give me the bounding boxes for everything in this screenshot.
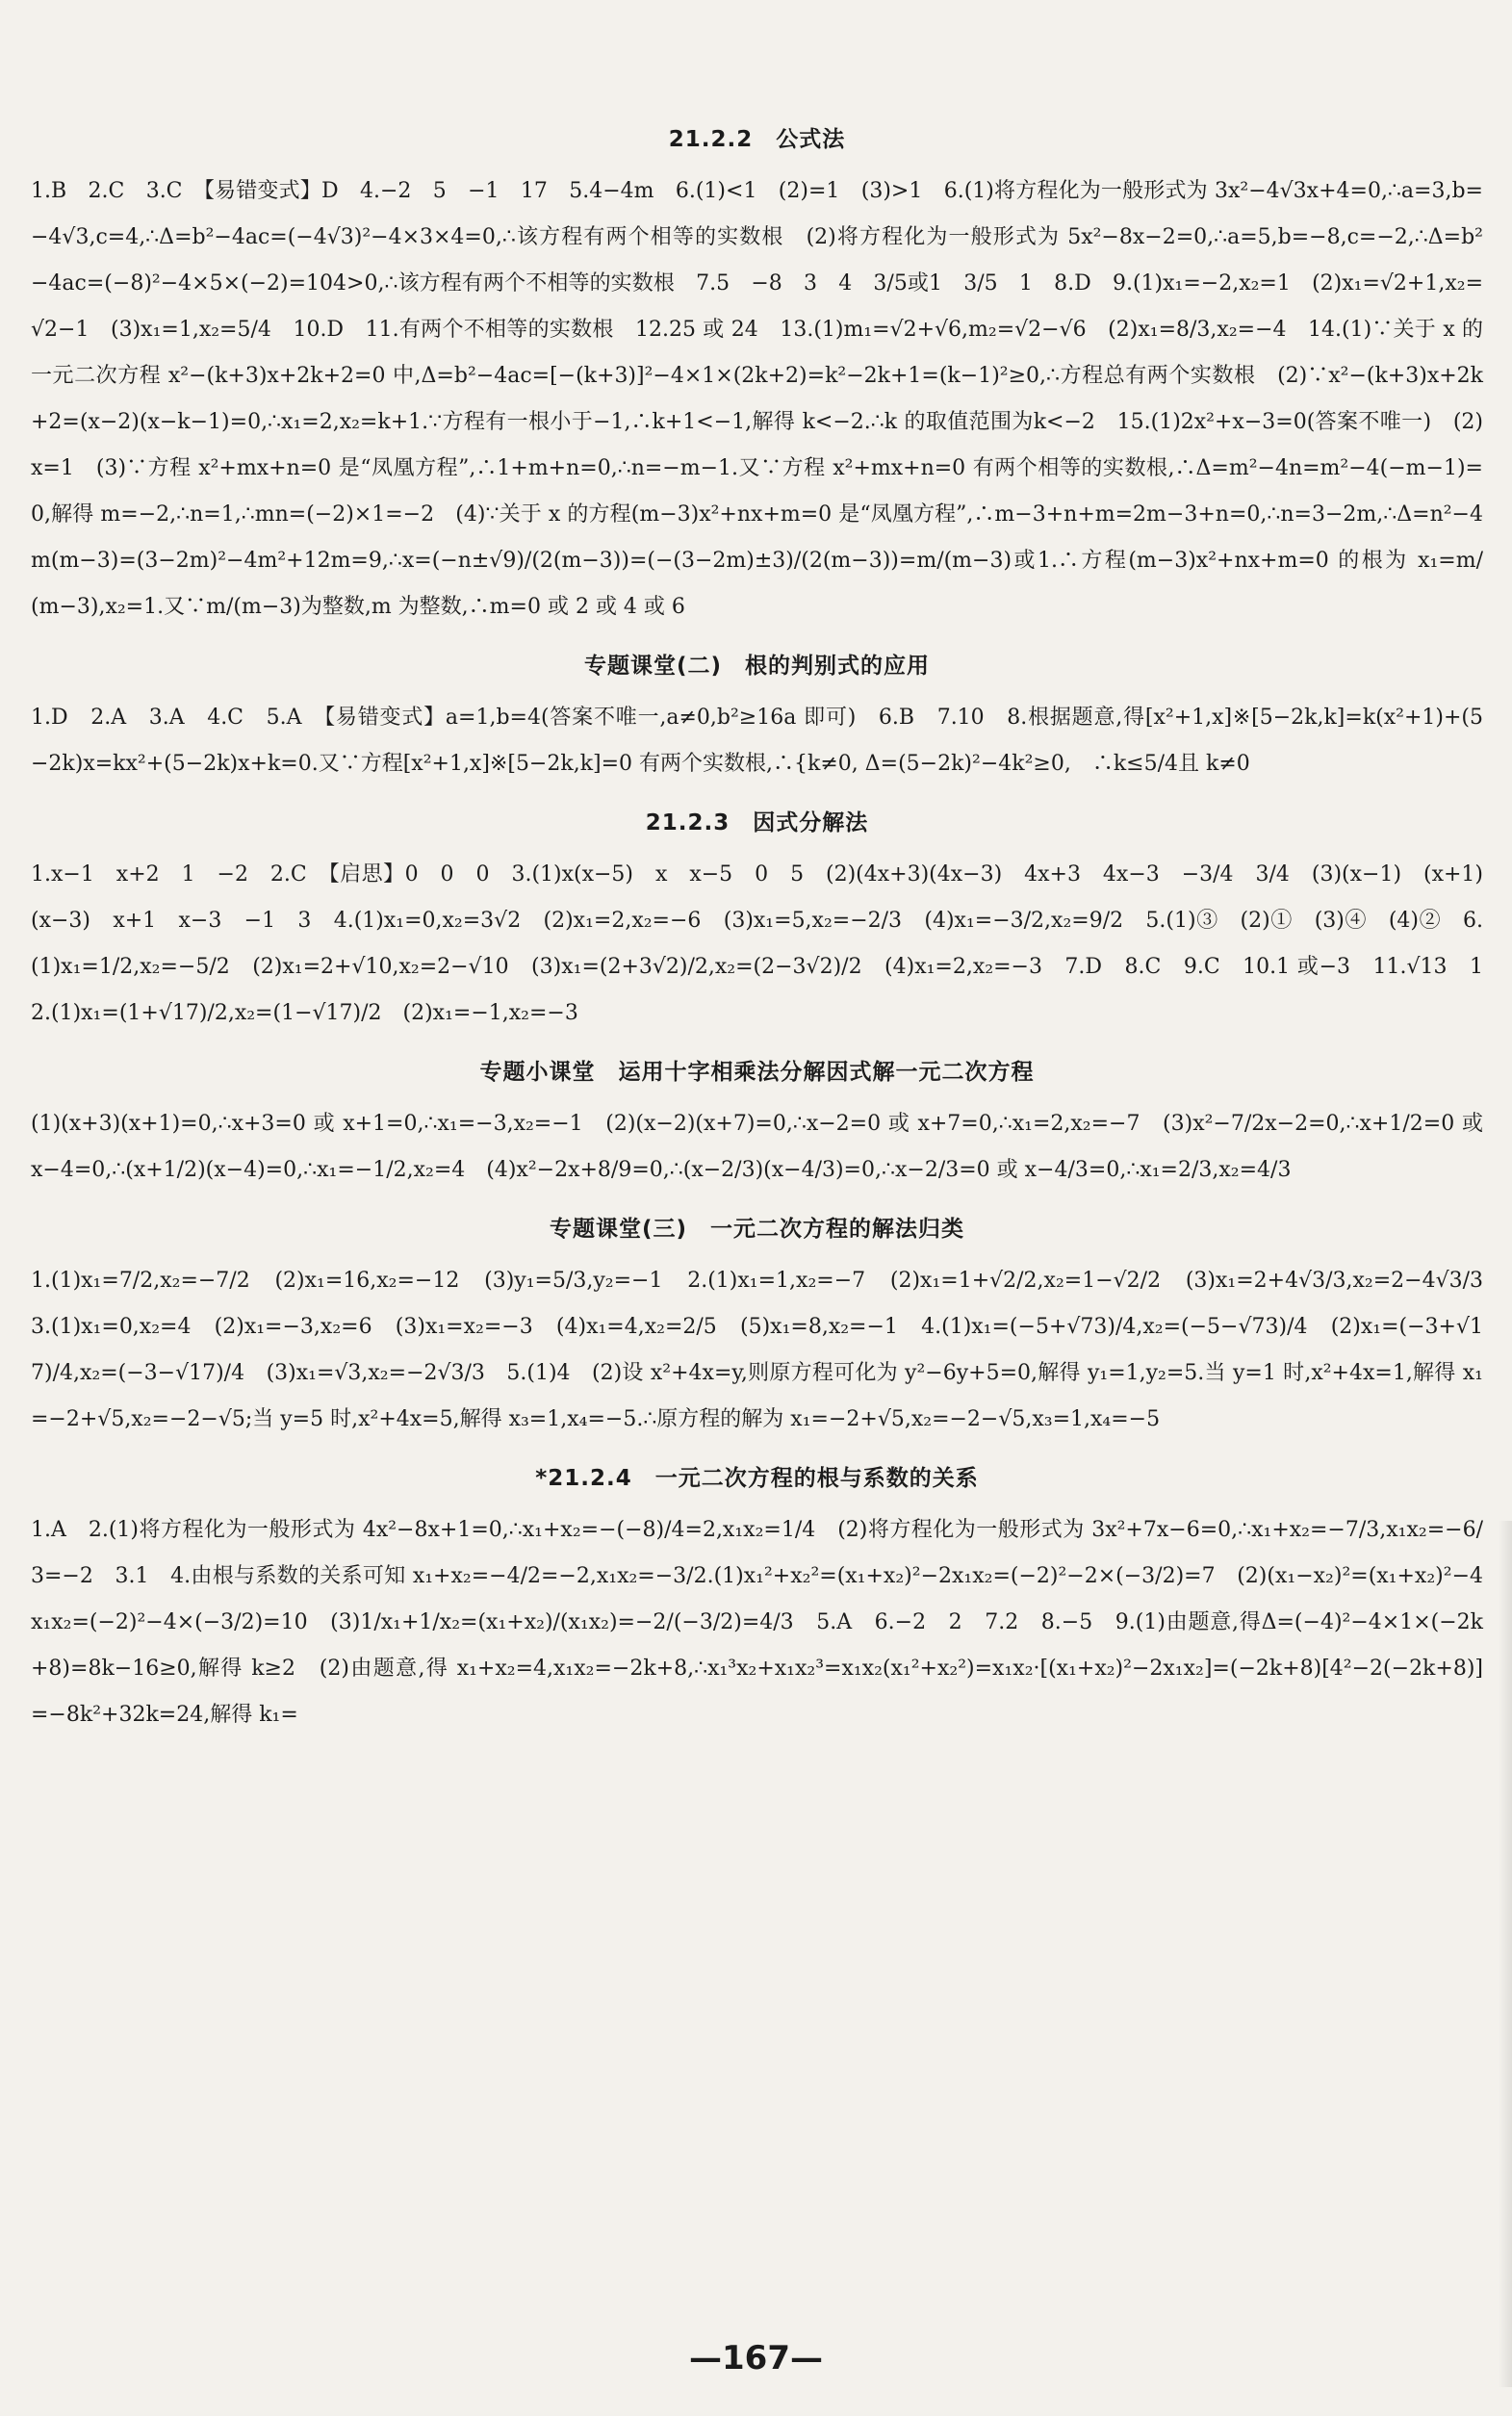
- section-answers: 1.x−1 x+2 1 −2 2.C 【启思】0 0 0 3.(1)x(x−5) x x−5 0 5 (2)(4x+3)(4x−3) 4x+3 4x−3 −3/4 3/4 (3)(x−1) (x+1)(x−3) x+1 x−3 −1 3 4.(1)x₁=0,x₂=3√2 (2)x₁=2,x₂=−6 (3)x₁=5,x₂=−2/3 (4)x₁=−3/2,x₂=9/2 5.(1)③ (2)① (3)④ (4)② 6.(1)x₁=1/2,x₂=−5/2 (2)x₁=2+√10,x₂=2−√10 (3)x₁=(2+3√2)/2,x₂=(2−3√2)/2 (4)x₁=2,x₂=−3 7.D 8.C 9.C 10.1 或−3 11.√13 12.(1)x₁=(1+√17)/2,x₂=(1−√17)/2 (2)x₁=−1,x₂=−3: [31, 862, 1483, 1025]
- section-title: *21.2.4 一元二次方程的根与系数的关系: [535, 1466, 979, 1491]
- section-answers: 1.(1)x₁=7/2,x₂=−7/2 (2)x₁=16,x₂=−12 (3)y₁=5/3,y₂=−1 2.(1)x₁=1,x₂=−7 (2)x₁=1+√2/2,x₂=1−√2/2 (3)x₁=2+4√3/3,x₂=2−4√3/3 3.(1)x₁=0,x₂=4 (2)x₁=−3,x₂=6 (3)x₁=x₂=−3 (4)x₁=4,x₂=2/5 (5)x₁=8,x₂=−1 4.(1)x₁=(−5+√73)/4,x₂=(−5−√73)/4 (2)x₁=(−3+√17)/4,x₂=(−3−√17)/4 (3)x₁=√3,x₂=−2√3/3 5.(1)4 (2)设 x²+4x=y,则原方程可化为 y²−6y+5=0,解得 y₁=1,y₂=5.当 y=1 时,x²+4x=1,解得 x₁=−2+√5,x₂=−2−√5;当 y=5 时,x²+4x=5,解得 x₃=1,x₄=−5.∴原方程的解为 x₁=−2+√5,x₂=−2−√5,x₃=1,x₄=−5: [31, 1269, 1505, 1431]
- page-content: [31, 104, 1505, 1744]
- section-title: 专题课堂(二) 根的判别式的应用: [583, 654, 931, 679]
- section-title: 专题课堂(三) 一元二次方程的解法归类: [549, 1217, 965, 1242]
- page-edge-shadow: [1499, 1521, 1512, 2387]
- section-answers: (1)(x+3)(x+1)=0,∴x+3=0 或 x+1=0,∴x₁=−3,x₂=−1 (2)(x−2)(x+7)=0,∴x−2=0 或 x+7=0,∴x₁=2,x₂=−7 (3)x²−7/2x−2=0,∴x+1/2=0 或 x−4=0,∴(x+1/2)(x−4)=0,∴x₁=−1/2,x₂=4 (4)x²−2x+8/9=0,∴(x−2/3)(x−4/3)=0,∴x−2/3=0 或 x−4/3=0,∴x₁=2/3,x₂=4/3: [31, 1112, 1483, 1182]
- section-title: 21.2.3 因式分解法: [645, 810, 869, 835]
- section-title: 21.2.2 公式法: [668, 127, 846, 152]
- section-answers: 1.B 2.C 3.C 【易错变式】D 4.−2 5 −1 17 5.4−4m 6.(1)<1 (2)=1 (3)>1 6.(1)将方程化为一般形式为 3x²−4√3x+4=0,∴a=3,b=−4√3,c=4,∴Δ=b²−4ac=(−4√3)²−4×3×4=0,∴该方程有两个相等的实数根 (2)将方程化为一般形式为 5x²−8x−2=0,∴a=5,b=−8,c=−2,∴Δ=b²−4ac=(−8)²−4×5×(−2)=104>0,∴该方程有两个不相等的实数根 7.5 −8 3 4 3/5或1 3/5 1 8.D 9.(1)x₁=−2,x₂=1 (2)x₁=√2+1,x₂=√2−1 (3)x₁=1,x₂=5/4 10.D 11.有两个不相等的实数根 12.25 或 24 13.(1)m₁=√2+√6,m₂=√2−√6 (2)x₁=8/3,x₂=−4 14.(1)∵关于 x 的一元二次方程 x²−(k+3)x+2k+2=0 中,Δ=b²−4ac=[−(k+3)]²−4×1×(2k+2)=k²−2k+1=(k−1)²≥0,∴方程总有两个实数根 (2)∵x²−(k+3)x+2k+2=(x−2)(x−k−1)=0,∴x₁=2,x₂=k+1.∵方程有一根小于−1,∴k+1<−1,解得 k<−2.∴k 的取值范围为k<−2 15.(1)2x²+x−3=0(答案不唯一) (2)x=1 (3)∵方程 x²+mx+n=0 是“凤凰方程”,∴1+m+n=0,∴n=−m−1.又∵方程 x²+mx+n=0 有两个相等的实数根,∴Δ=m²−4n=m²−4(−m−1)=0,解得 m=−2,∴n=1,∴mn=(−2)×1=−2 (4)∵关于 x 的方程(m−3)x²+nx+m=0 是“凤凰方程”,∴m−3+n+m=2m−3+n=0,∴n=3−2m,∴Δ=n²−4m(m−3)=(3−2m)²−4m²+12m=9,∴x=(−n±√9)/(2(m−3))=(−(3−2m)±3)/(2(m−3))=m/(m−3)或1.∴方程(m−3)x²+nx+m=0 的根为 x₁=m/(m−3),x₂=1.又∵m/(m−3)为整数,m 为整数,∴m=0 或 2 或 4 或 6: [31, 179, 1483, 619]
- section-answers: 1.D 2.A 3.A 4.C 5.A 【易错变式】a=1,b=4(答案不唯一,a≠0,b²≥16a 即可) 6.B 7.10 8.根据题意,得[x²+1,x]※[5−2k,k]=k(x²+1)+(5−2k)x=kx²+(5−2k)x+k=0.又∵方程[x²+1,x]※[5−2k,k]=0 有两个实数根,∴{k≠0, Δ=(5−2k)²−4k²≥0, ∴k≤5/4且 k≠0: [31, 706, 1483, 776]
- page-number: —167—: [689, 2339, 823, 2377]
- section-answers: 1.A 2.(1)将方程化为一般形式为 4x²−8x+1=0,∴x₁+x₂=−(−8)/4=2,x₁x₂=1/4 (2)将方程化为一般形式为 3x²+7x−6=0,∴x₁+x₂=−7/3,x₁x₂=−6/3=−2 3.1 4.由根与系数的关系可知 x₁+x₂=−4/2=−2,x₁x₂=−3/2.(1)x₁²+x₂²=(x₁+x₂)²−2x₁x₂=(−2)²−2×(−3/2)=7 (2)(x₁−x₂)²=(x₁+x₂)²−4x₁x₂=(−2)²−4×(−3/2)=10 (3)1/x₁+1/x₂=(x₁+x₂)/(x₁x₂)=−2/(−3/2)=4/3 5.A 6.−2 2 7.2 8.−5 9.(1)由题意,得Δ=(−4)²−4×1×(−2k+8)=8k−16≥0,解得 k≥2 (2)由题意,得 x₁+x₂=4,x₁x₂=−2k+8,∴x₁³x₂+x₁x₂³=x₁x₂(x₁²+x₂²)=x₁x₂·[(x₁+x₂)²−2x₁x₂]=(−2k+8)[4²−2(−2k+8)]=−8k²+32k=24,解得 k₁=: [31, 1518, 1483, 1727]
- section-title: 专题小课堂 运用十字相乘法分解因式解一元二次方程: [479, 1060, 1035, 1085]
